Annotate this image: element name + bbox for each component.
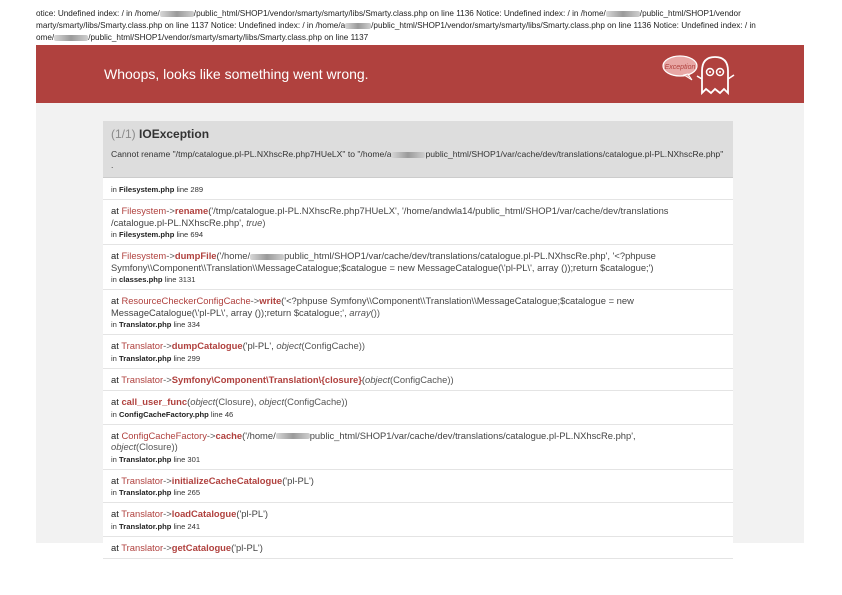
exception-type: IOException <box>139 127 210 141</box>
trace-class: ConfigCacheFactory <box>121 429 207 441</box>
trace-file: Translator.php <box>119 320 172 329</box>
redacted-path-image <box>276 433 310 439</box>
notice-line: marty/smarty/libs/Smarty.class.php on line 1137 Notice: Undefined index: / in /home/a /public_html/SHOP1/vendor/smarty/smarty/libs/Smarty.class.php on line 1136 Notice: Undefined index: / in <box>36 21 756 30</box>
exception-heading <box>103 121 733 178</box>
trace-function: loadCatalogue <box>171 508 237 519</box>
trace-function: write <box>259 295 282 306</box>
trace-function: cache <box>215 429 243 441</box>
trace-item: in Filesystem.php line 289 <box>103 178 733 200</box>
trace-file: ConfigCacheFactory.php <box>119 409 209 419</box>
redacted-path-image <box>54 35 88 41</box>
trace-function: rename <box>174 205 209 216</box>
notice-line: ome/ /public_html/SHOP1/vendor/smarty/smarty/libs/Smarty.class.php on line 1137 <box>36 33 369 42</box>
trace-function: dumpFile <box>174 250 217 261</box>
trace-class: Filesystem <box>121 250 167 261</box>
trace-item: at ResourceCheckerConfigCache->write('<?phpuse Symfony\\Component\\Translation\\MessageCatalogue;$catalogue = new MessageCatalogue(\'pl-PL\', array ());return $catalogue;', array()) in Translator.php line 334 <box>103 290 733 335</box>
trace-class: Translator <box>121 373 164 385</box>
trace-function: Symfony\Component\Translation\{closure} <box>171 373 362 385</box>
trace-item: at call_user_func(object(Closure), object(ConfigCache)) in ConfigCacheFactory.php line 46 <box>103 391 733 425</box>
exception-box <box>103 121 733 561</box>
trace-file: Filesystem.php <box>119 185 175 194</box>
exception-ghost-icon <box>658 49 740 101</box>
trace-class: Translator <box>121 474 164 486</box>
trace-item: at Filesystem->rename('/tmp/catalogue.pl-PL.NXhscRe.php7HUeLX', '/home/andwla14/public_html/SHOP1/var/cache/dev/translations /catalogue.pl-PL.NXhscRe.php', true) in Filesystem.php line 694 <box>103 200 733 245</box>
exception-panel <box>36 103 804 553</box>
trace-file: Filesystem.php <box>119 230 175 239</box>
trace-function: call_user_func <box>121 396 188 407</box>
trace-item: at Translator->getCatalogue('pl-PL') <box>103 537 733 560</box>
trace-class: Filesystem <box>121 205 167 216</box>
trace-class: ResourceCheckerConfigCache <box>121 295 251 306</box>
trace-function: getCatalogue <box>171 541 232 553</box>
trace-class: Translator <box>121 340 164 351</box>
trace-function: initializeCacheCatalogue <box>171 474 283 486</box>
error-title: Whoops, looks like something went wrong. <box>104 66 369 82</box>
trace-class: Translator <box>121 541 164 553</box>
trace-function: dumpCatalogue <box>171 340 243 351</box>
redacted-path-image <box>160 11 194 17</box>
trace-file: Translator.php <box>119 454 172 464</box>
exception-count: (1/1) <box>111 127 136 141</box>
php-notice-output <box>36 8 806 44</box>
trace-item: at Filesystem->dumpFile('/home/ public_html/SHOP1/var/cache/dev/translations/catalogue.pl-PL.NXhscRe.php', '<?phpuse Symfony\\Component\\Translation\\MessageCatalogue;$catalogue = new MessageCatalogue(\'pl-PL\', array ());return $catalogue;') in classes.php line 3131 <box>103 245 733 290</box>
trace-class: Translator <box>121 508 164 519</box>
trace-item: at ConfigCacheFactory->cache('/home/ public_html/SHOP1/var/cache/dev/translations/catalogue.pl-PL.NXhscRe.php', object(Closure)) in Translator.php line 301 <box>103 425 733 470</box>
trace-file: Translator.php <box>119 521 172 531</box>
trace-file: Translator.php <box>119 488 172 497</box>
trace-item: at Translator->loadCatalogue('pl-PL') in Translator.php line 241 <box>103 503 733 537</box>
trace-item: at Translator->initializeCacheCatalogue('pl-PL') in Translator.php line 265 <box>103 470 733 504</box>
exception-message: Cannot rename "/tmp/catalogue.pl-PL.NXhscRe.php7HUeLX" to "/home/a public_html/SHOP1/var/cache/dev/translations/catalogue.pl-PL.NXhscRe.php" . <box>111 149 724 170</box>
trace-item: at Translator->dumpCatalogue('pl-PL', object(ConfigCache)) in Translator.php line 299 <box>103 335 733 369</box>
trace-file: classes.php <box>119 275 163 284</box>
redacted-path-image <box>345 23 371 29</box>
error-header <box>36 45 804 103</box>
trace-file: Translator.php <box>119 353 172 363</box>
redacted-path-image <box>606 11 640 17</box>
redacted-path-image <box>250 254 284 260</box>
redacted-path-image <box>391 152 425 158</box>
notice-line: otice: Undefined index: / in /home/ /public_html/SHOP1/vendor/smarty/smarty/libs/Smarty.class.php on line 1136 Notice: Undefined index: / in /home/ /public_html/SHOP1/vendor <box>36 9 741 18</box>
trace-item: at Translator->Symfony\Component\Translation\{closure}(object(ConfigCache)) <box>103 369 733 392</box>
exception-badge-text: Exception <box>664 64 696 71</box>
